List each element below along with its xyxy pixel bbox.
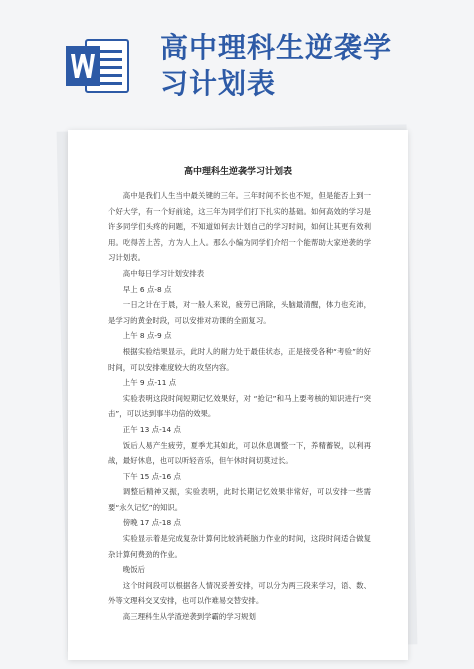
- paragraph: 实验表明这段时间短期记忆效果好，对 “抢记”和马上要考核的知识进行“突击”，可以达到事半功倍的效果。: [108, 393, 371, 419]
- section-heading: 高中每日学习计划安排表: [122, 268, 205, 278]
- paragraph: 实验显示着是完成复杂计算何比较消耗脑力作业的时间，这段时间适合做复杂计算何费劲的作业。: [108, 534, 371, 559]
- time-slot-heading: 早上 6 点-8 点: [122, 284, 172, 294]
- section-heading: 高三理科生从学渣逆袭到学霸的学习规划: [122, 612, 256, 622]
- time-slot-heading: 正午 13 点-14 点: [122, 424, 181, 434]
- paragraph: 调整后精神又振，实验表明，此时长期记忆效果非常好，可以安排一些需要“永久记忆”的知识。: [108, 487, 371, 512]
- time-slot-heading: 下午 15 点-16 点: [122, 471, 181, 481]
- paragraph: 一日之计在于晨，对一般人来说，疲劳已消除，头脑最清醒，体力也充沛，是学习的黄金时段，可以安排对功课的全面复习。: [108, 300, 371, 325]
- banner: [0, 0, 474, 130]
- banner-title: [160, 30, 460, 102]
- banner-title-line1: 高中理科生逆袭学: [160, 31, 393, 64]
- paragraph: 这个时间段可以根据各人情况妥善安排，可以分为两三段来学习，语、数、外等文理科交叉安排，也可以作难易交替安排。: [108, 580, 371, 606]
- time-slot-heading: 上午 9 点-11 点: [122, 378, 177, 388]
- document-page: [68, 130, 408, 660]
- document-body: [108, 188, 371, 625]
- paragraph: 高中是我们人生当中最关键的三年。三年时间不长也不短，但是能否上到一个好大学，有一个好前途，这三年为同学们打下扎实的基础。如何高效的学习是许多同学们头疼的问题，不知道如何去计划自己的学习时间，如何让其更有效利用。吃得苦上苦，方为人上人。那么小编为同学们介绍一个能帮助大家逆袭的学习计划表。: [108, 191, 371, 263]
- paragraph: 根据实验结果显示，此时人的耐力处于最佳状态，正是接受各种“考验”的好时间，可以安排难度较大的攻坚内容。: [108, 346, 371, 372]
- time-slot-heading: 上午 8 点-9 点: [122, 331, 172, 341]
- time-slot-heading: 晚饭后: [122, 565, 145, 575]
- banner-title-line2: 习计划表: [160, 67, 277, 100]
- word-icon: [64, 36, 132, 96]
- document-title: 高中理科生逆袭学习计划表: [183, 167, 292, 177]
- time-slot-heading: 傍晚 17 点-18 点: [122, 518, 181, 528]
- paragraph: 饭后人易产生疲劳，夏季尤其如此，可以休息调整一下，养精蓄锐，以利再战，最好休息，也可以听轻音乐，但午休时间切莫过长。: [108, 440, 371, 466]
